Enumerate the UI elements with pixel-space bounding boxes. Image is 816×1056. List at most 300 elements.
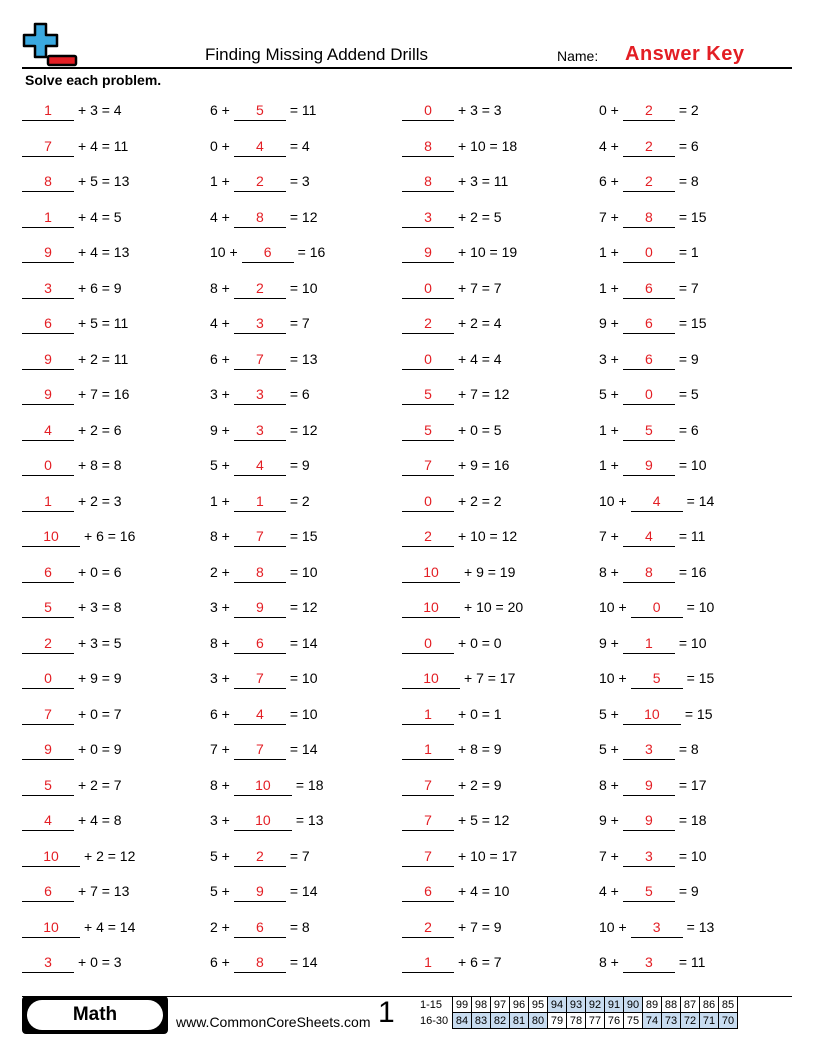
problem-3-25: [402, 952, 502, 972]
problem-right-expression: + 2 = 4: [458, 315, 502, 331]
problem-left-operand: 7 +: [210, 741, 230, 757]
problem-right-expression: = 8: [678, 741, 699, 757]
answer-blank[interactable]: 3: [22, 952, 74, 973]
score-cell: 77: [586, 1013, 605, 1029]
answer-blank[interactable]: 9: [623, 455, 675, 476]
problem-left-operand: 7 +: [599, 528, 619, 544]
problem-right-expression: + 7 = 13: [78, 883, 130, 899]
problem-left-operand: 10 +: [210, 244, 238, 260]
problem-3-11: [402, 455, 509, 475]
problem-left-operand: 5 +: [210, 847, 230, 864]
problem-left-operand: 4 +: [599, 883, 619, 899]
answer-blank[interactable]: 0: [22, 668, 74, 689]
problem-3-24: [402, 917, 502, 937]
problem-left-operand: 9 +: [210, 421, 230, 438]
answer-blank[interactable]: 6: [22, 313, 74, 334]
problem-left-operand: 1 +: [599, 279, 619, 296]
problem-right-expression: + 9 = 9: [78, 670, 122, 686]
problem-3-20: [402, 775, 502, 795]
answer-blank[interactable]: 3: [234, 420, 286, 441]
score-cell: 96: [510, 997, 529, 1013]
problem-2-23: [210, 881, 318, 901]
problem-left-operand: 1 +: [599, 457, 619, 473]
problem-right-expression: + 2 = 11: [78, 350, 129, 367]
problem-1-6: [22, 278, 122, 298]
answer-blank[interactable]: 8: [234, 562, 286, 583]
answer-blank[interactable]: 10: [22, 846, 80, 867]
answer-blank[interactable]: 2: [402, 313, 454, 334]
problem-3-15: [402, 597, 523, 617]
answer-blank[interactable]: 9: [22, 349, 74, 370]
problem-right-expression: = 6: [289, 386, 310, 402]
answer-blank[interactable]: 6: [242, 242, 294, 263]
problem-2-4: [210, 207, 318, 227]
problem-3-5: [402, 242, 517, 262]
answer-blank[interactable]: 9: [402, 242, 454, 263]
problem-left-operand: 4 +: [599, 137, 619, 154]
answer-blank[interactable]: 9: [234, 881, 286, 902]
problem-4-21: [599, 810, 707, 830]
score-cell: 89: [643, 997, 662, 1013]
score-cell: 90: [624, 997, 643, 1013]
problem-right-expression: = 15: [289, 528, 318, 544]
answer-blank[interactable]: 10: [402, 597, 460, 618]
problem-1-14: [22, 562, 122, 582]
problem-right-expression: = 15: [686, 670, 715, 686]
answer-blank[interactable]: 2: [623, 100, 675, 121]
score-cell: 85: [719, 997, 738, 1013]
answer-blank[interactable]: 1: [402, 739, 454, 760]
score-cell: 91: [605, 997, 624, 1013]
answer-blank[interactable]: 3: [623, 739, 675, 760]
problem-left-operand: 6 +: [210, 954, 230, 970]
answer-blank[interactable]: 4: [22, 810, 74, 831]
answer-blank[interactable]: 2: [402, 526, 454, 547]
problem-right-expression: = 10: [289, 279, 318, 296]
problem-4-7: [599, 313, 707, 333]
problem-right-expression: + 10 = 20: [464, 599, 524, 615]
problem-right-expression: = 10: [678, 457, 707, 473]
answer-blank[interactable]: 7: [234, 739, 286, 760]
answer-blank[interactable]: 1: [22, 491, 74, 512]
answer-blank[interactable]: 3: [631, 917, 683, 938]
problem-right-expression: + 2 = 5: [458, 208, 502, 225]
problem-3-6: [402, 278, 502, 298]
problem-right-expression: + 6 = 9: [78, 279, 122, 296]
score-row-label: 1-15: [420, 998, 443, 1011]
problem-right-expression: + 8 = 8: [78, 457, 122, 473]
answer-blank[interactable]: 6: [623, 349, 675, 370]
problem-right-expression: + 3 = 5: [78, 634, 122, 651]
score-cell: 87: [681, 997, 700, 1013]
score-cell: 97: [491, 997, 510, 1013]
problem-right-expression: = 9: [289, 457, 310, 473]
problem-left-operand: 1 +: [210, 173, 230, 189]
answer-key-label: Answer Key: [625, 43, 745, 65]
score-cell: 94: [548, 997, 567, 1013]
problem-3-7: [402, 313, 502, 333]
problem-3-1: [402, 100, 502, 120]
answer-blank[interactable]: 7: [234, 349, 286, 370]
answer-blank[interactable]: 7: [22, 704, 74, 725]
problem-1-21: [22, 810, 122, 830]
problem-3-16: [402, 633, 502, 653]
score-cell: 99: [453, 997, 472, 1013]
problem-left-operand: 1 +: [599, 421, 619, 438]
problem-right-expression: + 4 = 13: [78, 244, 130, 260]
problem-2-20: [210, 775, 324, 795]
problem-left-operand: 7 +: [599, 208, 619, 225]
answer-blank[interactable]: 9: [22, 739, 74, 760]
answer-blank[interactable]: 0: [631, 597, 683, 618]
problem-1-18: [22, 704, 122, 724]
problem-4-8: [599, 349, 699, 369]
answer-blank[interactable]: 4: [22, 420, 74, 441]
problem-right-expression: = 2: [678, 102, 699, 118]
problem-right-expression: + 10 = 17: [458, 847, 518, 864]
problem-left-operand: 10 +: [599, 599, 627, 615]
problem-4-22: [599, 846, 707, 866]
answer-blank[interactable]: 2: [402, 917, 454, 938]
problem-left-operand: 2 +: [210, 918, 230, 935]
problem-3-4: [402, 207, 502, 227]
problem-1-4: [22, 207, 122, 227]
score-cell: 71: [700, 1013, 719, 1029]
answer-blank[interactable]: 1: [234, 491, 286, 512]
answer-blank[interactable]: 9: [623, 810, 675, 831]
problem-2-17: [210, 668, 318, 688]
answer-blank[interactable]: 1: [402, 952, 454, 973]
answer-blank[interactable]: 8: [234, 207, 286, 228]
answer-blank[interactable]: 0: [402, 278, 454, 299]
problem-1-8: [22, 349, 128, 369]
problem-right-expression: + 2 = 9: [458, 776, 502, 793]
problem-4-25: [599, 952, 705, 972]
answer-blank[interactable]: 0: [402, 633, 454, 654]
answer-blank[interactable]: 10: [234, 775, 292, 796]
problem-2-24: [210, 917, 310, 937]
problem-2-8: [210, 349, 318, 369]
score-cell: 73: [662, 1013, 681, 1029]
problem-left-operand: 7 +: [599, 847, 619, 864]
answer-blank[interactable]: 3: [623, 846, 675, 867]
problem-2-1: [210, 100, 316, 120]
problem-right-expression: + 4 = 11: [78, 137, 129, 154]
problem-left-operand: 10 +: [599, 918, 627, 935]
problem-right-expression: + 0 = 9: [78, 741, 122, 757]
answer-blank[interactable]: 10: [623, 704, 681, 725]
problem-4-16: [599, 633, 707, 653]
answer-blank[interactable]: 8: [402, 171, 454, 192]
answer-blank[interactable]: 5: [22, 597, 74, 618]
problem-4-19: [599, 739, 699, 759]
problem-2-13: [210, 526, 318, 546]
answer-blank[interactable]: 6: [234, 917, 286, 938]
problem-left-operand: 5 +: [210, 457, 230, 473]
problem-1-3: [22, 171, 129, 191]
score-cell: 74: [643, 1013, 662, 1029]
answer-blank[interactable]: 0: [402, 349, 454, 370]
problem-right-expression: + 4 = 4: [458, 350, 502, 367]
score-cell: 80: [529, 1013, 548, 1029]
score-cell: 95: [529, 997, 548, 1013]
problem-right-expression: = 13: [686, 918, 715, 935]
score-cell: 75: [624, 1013, 643, 1029]
problem-right-expression: = 14: [289, 634, 318, 651]
answer-blank[interactable]: 4: [234, 704, 286, 725]
answer-blank[interactable]: 2: [623, 136, 675, 157]
problem-2-6: [210, 278, 318, 298]
answer-blank[interactable]: 6: [623, 313, 675, 334]
problem-right-expression: = 14: [289, 741, 318, 757]
answer-blank[interactable]: 3: [234, 313, 286, 334]
score-cell: 70: [719, 1013, 738, 1029]
problem-left-operand: 10 +: [599, 670, 627, 686]
problem-left-operand: 6 +: [210, 350, 230, 367]
answer-blank[interactable]: 1: [22, 100, 74, 121]
problem-3-23: [402, 881, 509, 901]
problem-2-12: [210, 491, 310, 511]
answer-blank[interactable]: 6: [402, 881, 454, 902]
problem-right-expression: = 1: [678, 244, 699, 260]
problem-right-expression: = 17: [678, 776, 707, 793]
problem-4-14: [599, 562, 707, 582]
name-label: Name:: [557, 48, 599, 64]
answer-blank[interactable]: 6: [22, 881, 74, 902]
problem-right-expression: = 11: [678, 528, 706, 544]
answer-blank[interactable]: 0: [402, 491, 454, 512]
answer-blank[interactable]: 0: [623, 384, 675, 405]
problem-1-20: [22, 775, 122, 795]
score-cell: 72: [681, 1013, 700, 1029]
problem-left-operand: 9 +: [599, 812, 619, 828]
answer-blank[interactable]: 7: [402, 455, 454, 476]
problem-1-7: [22, 313, 128, 333]
problem-2-5: [210, 242, 325, 262]
problem-2-2: [210, 136, 310, 156]
answer-blank[interactable]: 4: [631, 491, 683, 512]
answer-blank[interactable]: 7: [22, 136, 74, 157]
answer-blank[interactable]: 7: [234, 526, 286, 547]
problem-1-16: [22, 633, 122, 653]
problem-left-operand: 9 +: [599, 634, 619, 651]
problem-1-12: [22, 491, 122, 511]
problem-left-operand: 2 +: [210, 563, 230, 580]
answer-blank[interactable]: 8: [623, 562, 675, 583]
score-row-label: 16-30: [420, 1014, 449, 1027]
problem-left-operand: 4 +: [210, 208, 230, 225]
answer-blank[interactable]: 5: [623, 420, 675, 441]
problem-1-1: [22, 100, 122, 120]
problem-left-operand: 3 +: [210, 599, 230, 615]
score-cell: 86: [700, 997, 719, 1013]
page-number: 1: [378, 996, 395, 1029]
problem-1-5: [22, 242, 129, 262]
problem-right-expression: = 15: [678, 315, 707, 331]
score-cell: 78: [567, 1013, 586, 1029]
answer-blank[interactable]: 0: [402, 100, 454, 121]
answer-blank[interactable]: 10: [234, 810, 292, 831]
problem-right-expression: + 3 = 8: [78, 599, 122, 615]
problem-4-17: [599, 668, 714, 688]
answer-blank[interactable]: 5: [234, 100, 286, 121]
answer-blank[interactable]: 6: [623, 278, 675, 299]
problem-left-operand: 8 +: [210, 776, 230, 793]
answer-blank[interactable]: 4: [234, 136, 286, 157]
problem-1-2: [22, 136, 128, 156]
answer-blank[interactable]: 4: [623, 526, 675, 547]
problem-3-17: [402, 668, 515, 688]
problem-right-expression: + 10 = 18: [458, 137, 518, 154]
answer-blank[interactable]: 7: [234, 668, 286, 689]
answer-blank[interactable]: 2: [234, 278, 286, 299]
answer-blank[interactable]: 2: [22, 633, 74, 654]
problem-left-operand: 5 +: [599, 741, 619, 757]
problem-1-13: [22, 526, 135, 546]
problem-2-14: [210, 562, 318, 582]
problem-right-expression: + 4 = 10: [458, 883, 510, 899]
problem-2-11: [210, 455, 310, 475]
problem-right-expression: + 0 = 5: [458, 421, 502, 438]
answer-blank[interactable]: 3: [22, 278, 74, 299]
problem-left-operand: 5 +: [599, 386, 619, 402]
answer-blank[interactable]: 3: [234, 384, 286, 405]
problem-right-expression: + 0 = 6: [78, 563, 122, 580]
answer-blank[interactable]: 5: [402, 420, 454, 441]
answer-blank[interactable]: 2: [623, 171, 675, 192]
problem-right-expression: = 10: [289, 563, 318, 580]
answer-blank[interactable]: 8: [234, 952, 286, 973]
problem-3-14: [402, 562, 515, 582]
answer-blank[interactable]: 9: [22, 242, 74, 263]
answer-blank[interactable]: 0: [22, 455, 74, 476]
problem-right-expression: = 14: [686, 492, 715, 509]
score-cell: 82: [491, 1013, 510, 1029]
subject-label: Math: [27, 1000, 163, 1030]
problem-right-expression: = 9: [678, 350, 699, 367]
answer-blank[interactable]: 10: [402, 668, 460, 689]
problem-4-1: [599, 100, 699, 120]
answer-blank[interactable]: 10: [22, 526, 80, 547]
score-cell: 84: [453, 1013, 472, 1029]
answer-blank[interactable]: 7: [402, 775, 454, 796]
answer-blank[interactable]: 6: [22, 562, 74, 583]
problem-left-operand: 6 +: [210, 102, 230, 118]
answer-blank[interactable]: 6: [234, 633, 286, 654]
problem-right-expression: + 7 = 16: [78, 386, 130, 402]
problem-1-25: [22, 952, 122, 972]
problem-left-operand: 1 +: [599, 244, 619, 260]
problem-right-expression: + 7 = 7: [458, 279, 502, 296]
score-cell: 98: [472, 997, 491, 1013]
answer-blank[interactable]: 1: [402, 704, 454, 725]
problem-3-3: [402, 171, 508, 191]
answer-blank[interactable]: 7: [402, 846, 454, 867]
score-cell: 92: [586, 997, 605, 1013]
problem-left-operand: 3 +: [210, 670, 230, 686]
answer-blank[interactable]: 5: [623, 881, 675, 902]
problem-2-9: [210, 384, 310, 404]
score-cell: 79: [548, 1013, 567, 1029]
problem-right-expression: = 15: [678, 208, 707, 225]
answer-blank[interactable]: 9: [22, 384, 74, 405]
instructions: Solve each problem.: [25, 72, 162, 88]
problem-2-21: [210, 810, 324, 830]
problem-right-expression: + 9 = 19: [464, 563, 516, 580]
answer-blank[interactable]: 3: [623, 952, 675, 973]
problem-2-10: [210, 420, 318, 440]
problem-left-operand: 8 +: [599, 776, 619, 793]
problem-right-expression: = 8: [678, 173, 699, 189]
problem-4-15: [599, 597, 714, 617]
answer-blank[interactable]: 3: [402, 207, 454, 228]
problem-2-15: [210, 597, 318, 617]
score-cell: 83: [472, 1013, 491, 1029]
problem-3-2: [402, 136, 517, 156]
problem-right-expression: = 2: [289, 492, 310, 509]
problem-2-22: [210, 846, 310, 866]
problem-right-expression: + 2 = 7: [78, 776, 122, 793]
answer-blank[interactable]: 1: [623, 633, 675, 654]
answer-blank[interactable]: 5: [22, 775, 74, 796]
problem-left-operand: 8 +: [210, 528, 230, 544]
problem-1-11: [22, 455, 122, 475]
problem-right-expression: = 7: [289, 315, 310, 331]
problem-2-19: [210, 739, 318, 759]
problem-right-expression: + 5 = 11: [78, 315, 129, 331]
problem-1-24: [22, 917, 135, 937]
problem-right-expression: = 5: [678, 386, 699, 402]
problem-4-24: [599, 917, 714, 937]
problem-4-12: [599, 491, 714, 511]
problem-right-expression: + 0 = 7: [78, 705, 122, 722]
problem-left-operand: 8 +: [599, 563, 619, 580]
problem-right-expression: + 10 = 19: [458, 244, 518, 260]
answer-blank[interactable]: 0: [623, 242, 675, 263]
problem-right-expression: = 12: [289, 599, 318, 615]
problem-4-3: [599, 171, 699, 191]
problem-2-16: [210, 633, 318, 653]
problem-right-expression: + 7 = 12: [458, 386, 510, 402]
problem-3-8: [402, 349, 502, 369]
answer-blank[interactable]: 8: [402, 136, 454, 157]
score-row: [418, 1013, 738, 1029]
problem-1-23: [22, 881, 129, 901]
problem-right-expression: + 10 = 12: [458, 528, 518, 544]
score-table: [418, 996, 738, 1029]
answer-blank[interactable]: 8: [623, 207, 675, 228]
answer-blank[interactable]: 9: [623, 775, 675, 796]
answer-blank[interactable]: 9: [234, 597, 286, 618]
answer-blank[interactable]: 5: [402, 384, 454, 405]
score-cell: 88: [662, 997, 681, 1013]
answer-blank[interactable]: 10: [22, 917, 80, 938]
answer-blank[interactable]: 8: [22, 171, 74, 192]
answer-blank[interactable]: 2: [234, 171, 286, 192]
problem-right-expression: = 10: [678, 847, 707, 864]
problem-1-22: [22, 846, 135, 866]
problem-left-operand: 6 +: [599, 173, 619, 189]
answer-blank[interactable]: 1: [22, 207, 74, 228]
answer-blank[interactable]: 10: [402, 562, 460, 583]
answer-blank[interactable]: 7: [402, 810, 454, 831]
answer-blank[interactable]: 5: [631, 668, 683, 689]
answer-blank[interactable]: 2: [234, 846, 286, 867]
problem-right-expression: = 13: [295, 812, 324, 828]
problem-3-18: [402, 704, 502, 724]
problem-right-expression: + 2 = 2: [458, 492, 502, 509]
answer-blank[interactable]: 4: [234, 455, 286, 476]
